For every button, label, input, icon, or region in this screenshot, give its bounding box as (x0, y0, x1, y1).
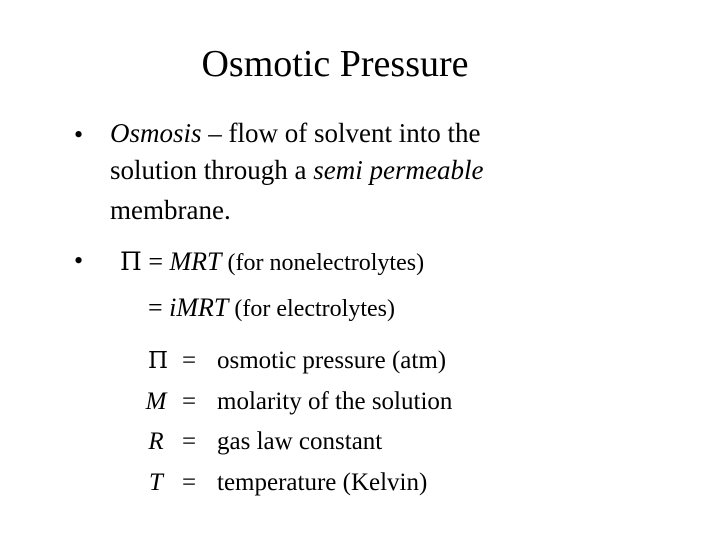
equation-expression: MRT (169, 247, 222, 276)
semi-permeable-term: semi permeable (313, 155, 484, 185)
osmosis-definition-line-2 (110, 152, 483, 189)
definition-symbol: T (149, 468, 163, 496)
equals-sign: = (141, 247, 170, 276)
osmosis-definition-line-1 (110, 115, 481, 152)
bullet-marker: • (74, 120, 84, 149)
definition-equals: = (182, 428, 197, 455)
osmosis-definition-line-3: membrane. (110, 195, 231, 225)
osmosis-text-2a: solution through a (110, 155, 314, 185)
definition-equals: = (182, 387, 197, 415)
osmosis-text: – flow of solvent into the (201, 118, 481, 148)
definition-text: osmotic pressure (atm) (217, 347, 447, 374)
definition-equals: = (182, 468, 197, 496)
slide-title: Osmotic Pressure (201, 43, 469, 85)
definition-text: molarity of the solution (217, 387, 453, 415)
definition-text: gas law constant (217, 428, 383, 455)
equation-note: (for electrolytes) (228, 296, 395, 322)
pi-symbol: Π (120, 247, 142, 276)
equation-electrolytes (148, 292, 395, 325)
equation-nonelectrolytes (120, 246, 424, 279)
definition-symbol: M (145, 387, 167, 415)
bullet-marker: • (74, 246, 84, 275)
definition-equals: = (182, 347, 197, 374)
definition-symbol: Π (148, 348, 169, 374)
equation-note: (for nonelectrolytes) (221, 250, 425, 276)
definition-symbol: R (148, 428, 164, 455)
equals-sign: = (148, 293, 170, 322)
osmosis-term: Osmosis (110, 118, 202, 148)
equation-expression: iMRT (169, 293, 229, 322)
definition-text: temperature (Kelvin) (217, 468, 428, 496)
